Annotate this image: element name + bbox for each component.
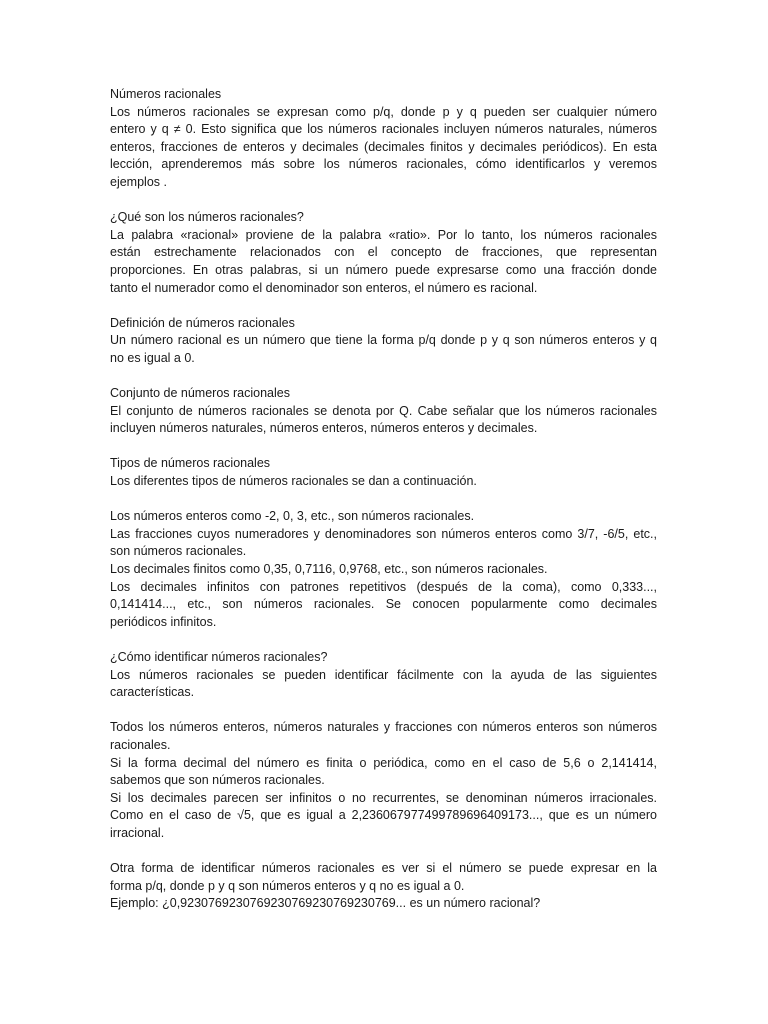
body-text-line: Si la forma decimal del número es finita o periódica, como en el caso de 5,6 o 2,141414,: [110, 755, 657, 770]
section-heading: Definición de números racionales: [110, 315, 295, 330]
document-section: [110, 455, 657, 490]
body-text-line: irracional.: [110, 825, 165, 840]
body-text-line: incluyen números naturales, números enteros, números enteros y decimales.: [110, 421, 538, 436]
body-text-line: sabemos que son números racionales.: [110, 773, 325, 788]
document-section: [110, 315, 657, 368]
document-section: [110, 649, 657, 702]
paragraph-gap: [110, 491, 657, 509]
body-text-line: Si los decimales parecen ser infinitos o no recurrentes, se denominan números irracionales.: [110, 790, 657, 805]
section-heading: ¿Qué son los números racionales?: [110, 210, 304, 225]
body-text-line: entero y q ≠ 0. Esto significa que los números racionales incluyen números naturales, números: [110, 122, 657, 137]
body-text-line: Otra forma de identificar números racionales es ver si el número se puede expresar en la: [110, 861, 657, 876]
body-text-line: Los números enteros como -2, 0, 3, etc., son números racionales.: [110, 509, 475, 524]
body-text-line: forma p/q, donde p y q son números enteros y q no es igual a 0.: [110, 878, 465, 893]
paragraph-gap: [110, 843, 657, 861]
paragraph-gap: [110, 192, 657, 210]
document-section: [110, 719, 657, 842]
body-text-line: Ejemplo: ¿0,9230769230769230769230769230769... es un número racional?: [110, 896, 541, 911]
paragraph-gap: [110, 631, 657, 649]
document-section: [110, 86, 657, 192]
document-section: [110, 385, 657, 438]
body-text-line: tanto el numerador como el denominador son enteros, el número es racional.: [110, 280, 538, 295]
section-heading: Tipos de números racionales: [110, 456, 271, 471]
section-heading: Números racionales: [110, 87, 222, 101]
paragraph-gap: [110, 368, 657, 386]
paragraph-gap: [110, 702, 657, 720]
body-text-line: La palabra «racional» proviene de la palabra «ratio». Por lo tanto, los números racionales: [110, 227, 657, 242]
paragraph-gap: [110, 297, 657, 315]
document-page: [110, 86, 657, 913]
body-text-line: ejemplos .: [110, 174, 167, 189]
body-text-line: Un número racional es un número que tiene la forma p/q donde p y q son números enteros y q: [110, 333, 657, 348]
body-text-line: características.: [110, 685, 195, 700]
body-text-line: enteros, fracciones de enteros y decimales (decimales finitos y decimales periódicos). En esta: [110, 139, 657, 154]
section-heading: ¿Cómo identificar números racionales?: [110, 650, 328, 664]
body-text-line: Como en el caso de √5, que es igual a 2,236067977499789696409173..., que es un número: [110, 808, 657, 823]
paragraph-gap: [110, 438, 657, 456]
body-text-line: proporciones. En otras palabras, si un número puede expresarse como una fracción donde: [110, 262, 657, 277]
body-text-line: Los números racionales se expresan como p/q, donde p y q pueden ser cualquier número: [110, 104, 657, 119]
body-text-line: están estrechamente relacionados con el concepto de fracciones, que representan: [110, 245, 657, 260]
document-section: [110, 508, 657, 631]
body-text-line: Todos los números enteros, números naturales y fracciones con números enteros son números: [110, 720, 657, 735]
body-text-line: periódicos infinitos.: [110, 614, 217, 629]
body-text-line: 0,141414..., etc., son números racionales. Se conocen popularmente como decimales: [110, 597, 657, 612]
body-text-line: no es igual a 0.: [110, 350, 195, 365]
document-section: [110, 209, 657, 297]
section-heading: Conjunto de números racionales: [110, 386, 290, 401]
body-text-line: son números racionales.: [110, 544, 247, 559]
body-text-line: El conjunto de números racionales se denota por Q. Cabe señalar que los números racionales: [110, 403, 657, 418]
body-text-line: Los decimales finitos como 0,35, 0,7116, 0,9768, etc., son números racionales.: [110, 562, 548, 577]
body-text-line: Los números racionales se pueden identificar fácilmente con la ayuda de las siguientes: [110, 667, 657, 682]
body-text-line: racionales.: [110, 737, 171, 752]
body-text-line: Las fracciones cuyos numeradores y denominadores son números enteros como 3/7, -6/5, etc.,: [110, 526, 657, 541]
document-section: [110, 860, 657, 913]
body-text-line: Los decimales infinitos con patrones repetitivos (después de la coma), como 0,333...,: [110, 579, 657, 594]
body-text-line: lección, aprenderemos más sobre los números racionales, cómo identificarlos y veremos: [110, 157, 657, 172]
body-text-line: Los diferentes tipos de números racionales se dan a continuación.: [110, 474, 477, 489]
